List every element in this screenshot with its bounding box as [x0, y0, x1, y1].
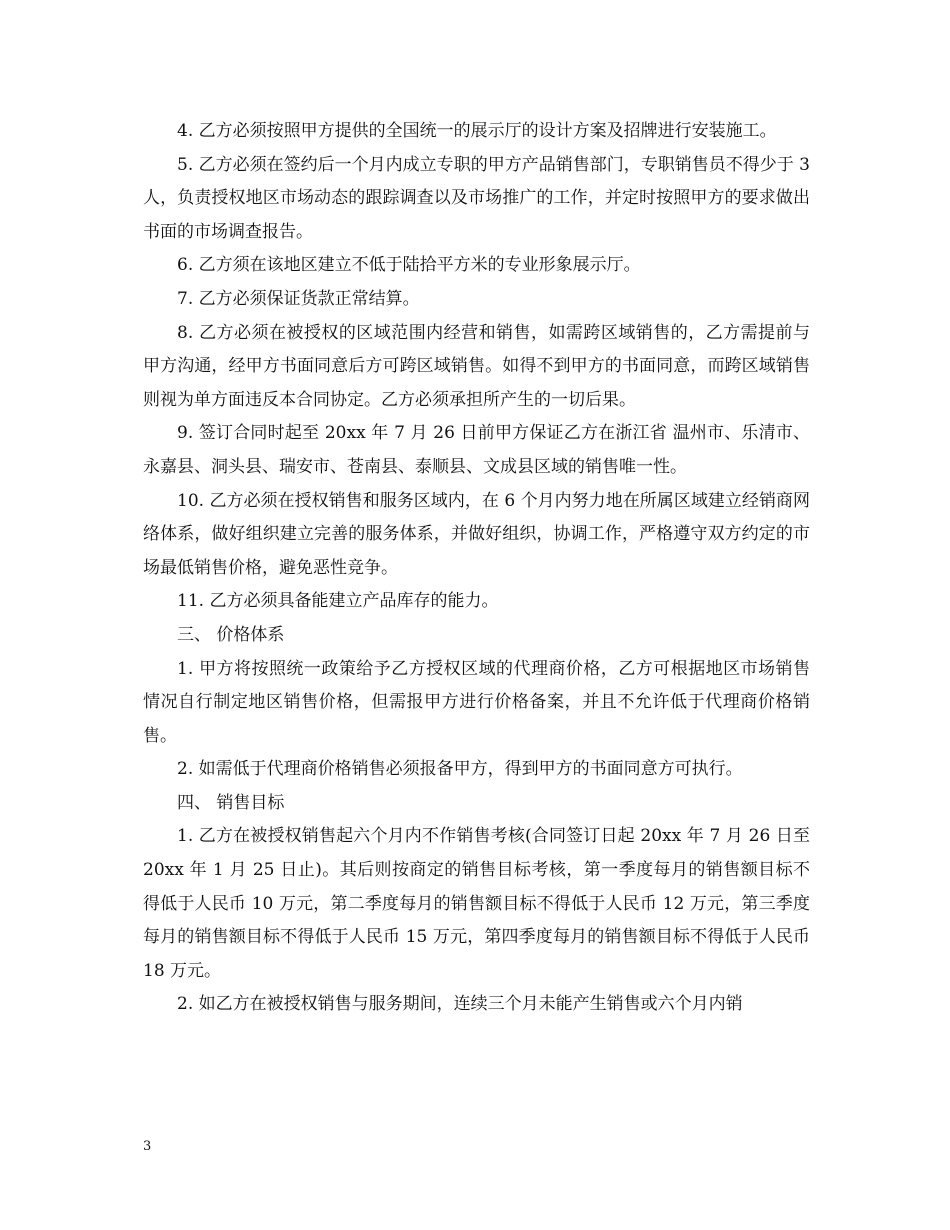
- paragraph-item-4: 4. 乙方必须按照甲方提供的全国统一的展示厅的设计方案及招牌进行安装施工。: [177, 121, 777, 141]
- paragraph-item-7: 7. 乙方必须保证货款正常结算。: [177, 288, 420, 309]
- target-paragraph-1: 1. 乙方在被授权销售起六个月内不作销售考核(合同签订日起 20xx 年 7 月 26 日至 20xx 年 1 月 25 日止)。其后则按商定的销售目标考核，第一季度每月的销售额目标不得低于人民币 10 万元，第二季度每月的销售额目标不得低于人民币 12 万元，第三季度每月的销售额目标不得低于人民币 15 万元，第四季度每月的销售额目标不得低于人民币 18 万元。: [143, 826, 810, 981]
- section-heading-sales-target: 四、 销售目标: [177, 792, 285, 813]
- target-paragraph-2: 2. 如乙方在被授权销售与服务期间，连续三个月未能产生销售或六个月内销: [177, 994, 743, 1015]
- price-paragraph-2: 2. 如需低于代理商价格销售必须报备甲方，得到甲方的书面同意方可执行。: [177, 759, 743, 780]
- page-number: 3: [143, 1139, 152, 1154]
- paragraph-item-11: 11. 乙方必须具备能建立产品库存的能力。: [177, 591, 499, 612]
- paragraph-item-10: 10. 乙方必须在授权销售和服务区域内，在 6 个月内努力地在所属区域建立经销商网络体系，做好组织建立完善的服务体系，并做好组织，协调工作，严格遵守双方约定的市场最低销售价格，避免恶性竞争。: [143, 490, 810, 578]
- paragraph-item-6: 6. 乙方须在该地区建立不低于陆拾平方米的专业形象展示厅。: [177, 255, 641, 276]
- section-heading-price-system: 三、 价格体系: [177, 624, 285, 645]
- price-paragraph-1: 1. 甲方将按照统一政策给予乙方授权区域的代理商价格，乙方可根据地区市场销售情况自行制定地区销售价格，但需报甲方进行价格备案，并且不允许低于代理商价格销售。: [143, 658, 810, 746]
- paragraph-item-8: 8. 乙方必须在被授权的区域范围内经营和销售，如需跨区域销售的，乙方需提前与甲方沟通，经甲方书面同意后方可跨区域销售。如得不到甲方的书面同意，而跨区域销售则视为单方面违反本合同协定。乙方必须承担所产生的一切后果。: [143, 322, 810, 410]
- paragraph-item-9: 9. 签订合同时起至 20xx 年 7 月 26 日前甲方保证乙方在浙江省 温州市、乐清市、永嘉县、洞头县、瑞安市、苍南县、泰顺县、文成县区域的销售唯一性。: [143, 423, 810, 477]
- paragraph-item-5: 5. 乙方必须在签约后一个月内成立专职的甲方产品销售部门，专职销售员不得少于 3 人，负责授权地区市场动态的跟踪调查以及市场推广的工作，并定时按照甲方的要求做出书面的市场调查报告。: [143, 154, 810, 242]
- body-text: [143, 115, 810, 1022]
